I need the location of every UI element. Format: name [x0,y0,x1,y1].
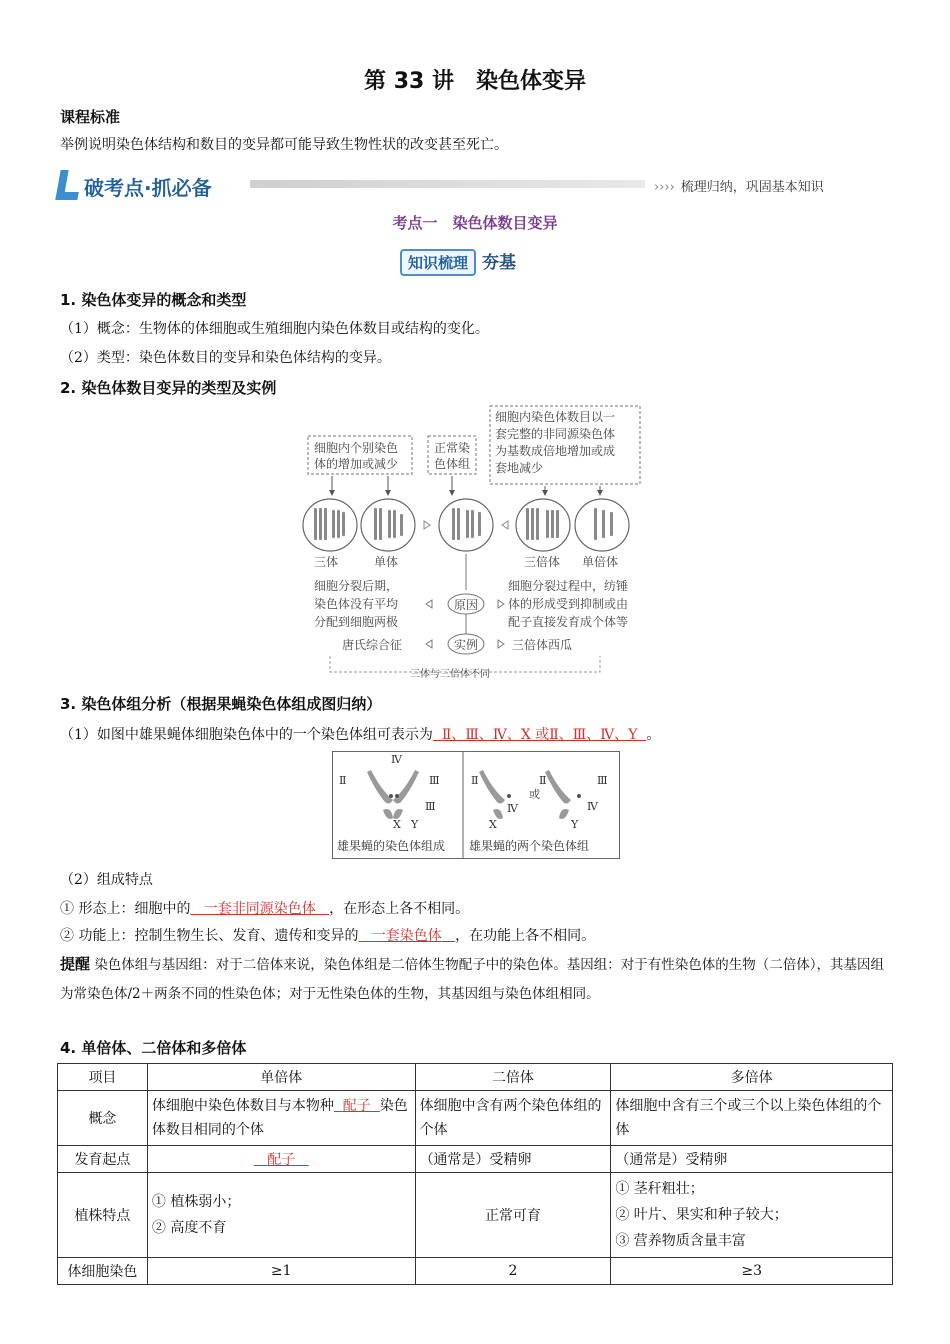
s3-line3: ① 形态上：细胞中的 一套非同源染色体 ，在形态上各不相同。 [60,901,470,917]
banner-corner-icon [55,170,82,200]
fly-right-II-b: Ⅱ [539,774,547,787]
note-santi-sanbei: 三体与三倍体不同 [410,669,490,680]
caption-left: 雄果蝇的染色体组成 [337,839,446,853]
banner-right [654,176,824,195]
s1-line2: （2）类型：染色体数目的变异和染色体结构的变异。 [60,350,391,366]
fly-right-III: Ⅲ [597,774,608,787]
box-right-l2: 套完整的非同源染色体 [495,427,616,441]
s3-line1-answer: Ⅱ、Ⅲ、Ⅳ、X 或Ⅱ、Ⅲ、Ⅳ、Y [441,727,638,743]
label-danbei: 单倍体 [582,555,619,569]
cause-right-l2: 体的形成受到抑制或由 [508,597,629,611]
ex-right: 三倍体西瓜 [512,638,573,652]
ploidy-table [57,1063,893,1285]
cell-diploid-origin: （通常是）受精卵 [415,1146,611,1173]
cause-right-l1: 细胞分裂过程中，纺锤 [508,579,629,593]
cell-haploid-origin: 配子 [147,1146,415,1173]
row-label-chromosome: 体细胞染色 [58,1258,148,1285]
s3-line4-answer: 一套染色体 [371,928,442,944]
cause-mid: 原因 [454,598,479,612]
zhishi-badge [400,248,516,276]
th-polyploid: 多倍体 [611,1064,893,1091]
cause-left-l2: 染色体没有平均 [314,597,399,611]
th-diploid: 二倍体 [415,1064,611,1091]
table-row [58,1258,893,1285]
cell-polyploid-origin: （通常是）受精卵 [611,1146,893,1173]
table-row [58,1091,893,1146]
label-danti: 单体 [374,555,399,569]
s3-line2: （2）组成特点 [60,872,153,888]
fly-left-X: X [393,818,401,831]
section-banner [58,170,868,204]
th-haploid: 单倍体 [147,1064,415,1091]
cell-diploid-traits: 正常可育 [415,1173,611,1258]
banner-right-text: 梳理归纳，巩固基本知识 [680,180,824,195]
box-left-l2: 体的增加或减少 [314,457,399,471]
s3-line1-pre: （1）如图中雄果蝇体细胞染色体中的一个染色体组可表示为 [60,727,433,743]
fruitfly-diagram [332,751,620,859]
box-right-l3: 为基数成倍地增加或成 [495,444,616,458]
cell-diploid-chromosome: 2 [415,1258,611,1285]
chevrons-icon: ›››› [654,180,675,195]
s3-line1-post: 。 [646,727,661,743]
s4-heading: 4. 单倍体、二倍体和多倍体 [60,1039,247,1057]
fly-left-IV: Ⅳ [391,753,402,766]
fly-right-II: Ⅱ [471,774,479,787]
cause-left-l1: 细胞分裂后期， [314,579,399,593]
fly-left-III: Ⅲ [429,774,440,787]
table-row [58,1064,893,1091]
s3-line4: ② 功能上：控制生物生长、发育、遗传和变异的 一套染色体 ，在功能上各不相同。 [60,928,596,944]
s1-line1: （1）概念：生物体的体细胞或生殖细胞内染色体数目或结构的变化。 [60,321,489,337]
banner-left [58,170,248,204]
box-mid-l1: 正常染 [434,441,471,455]
box-right-l1: 细胞内染色体数目以一 [495,410,616,424]
cell-diploid-concept: 体细胞中含有两个染色体组的个体 [415,1091,611,1146]
kaodian-heading: 考点一 染色体数目变异 [392,214,558,232]
cell-polyploid-chromosome: ≥3 [611,1258,893,1285]
banner-bar [250,180,645,188]
fly-left-Y: Y [411,818,419,831]
s1-heading: 1. 染色体变异的概念和类型 [60,291,247,309]
fly-right-IV: Ⅳ [507,802,518,815]
ex-mid: 实例 [454,638,479,652]
table-row [58,1146,893,1173]
cause-left-l3: 分配到细胞两极 [314,615,399,629]
label-santi: 三体 [314,555,339,569]
row-label-concept: 概念 [58,1091,148,1146]
fly-left-II: Ⅱ [339,774,347,787]
cell-polyploid-traits: ① 茎秆粗壮； ② 叶片、果实和种子较大； ③ 营养物质含量丰富 [611,1173,893,1258]
standard-text: 举例说明染色体结构和数目的变异都可能导致生物性状的改变甚至死亡。 [60,137,508,153]
tip-label: 提醒 [60,955,91,973]
standard-heading: 课程标准 [60,108,121,126]
th-item: 项目 [58,1064,148,1091]
s2-heading: 2. 染色体数目变异的类型及实例 [60,379,277,397]
tip-block [60,950,895,1009]
tip-text: 染色体组与基因组：对于二倍体来说，染色体组是二倍体生物配子中的染色体。基因组：对于有性染色体的生物（二倍体），其基因组为常染色体/2＋两条不同的性染色体；对于无性染色体的生物，其基因组与染色体组相同。 [60,957,885,1002]
fly-right-or: 或 [529,788,540,801]
fly-right-IV-b: Ⅳ [587,800,598,813]
cell-haploid-traits: ① 植株弱小； ② 高度不育 [147,1173,415,1258]
fly-right-X: X [489,818,497,831]
box-mid-l2: 色体组 [434,457,471,471]
row-label-traits: 植株特点 [58,1173,148,1258]
cell-haploid-chromosome: ≥1 [147,1258,415,1285]
label-sanbei: 三倍体 [524,555,561,569]
s3-line3-answer: 一套非同源染色体 [203,901,316,917]
zhishi-text: 夯基 [482,253,517,273]
table-row [58,1173,893,1258]
banner-title: 破考点·抓必备 [84,176,212,200]
cell-polyploid-concept: 体细胞中含有三个或三个以上染色体组的个体 [611,1091,893,1146]
zhishi-box: 知识梳理 [400,249,476,276]
cause-right-l3: 配子直接发育成个体等 [508,615,629,629]
box-right-l4: 套地减少 [495,461,544,475]
s3-line1 [60,724,660,744]
cell-haploid-concept: 体细胞中染色体数目与本物种 配子 染色体数目相同的个体 [147,1091,415,1146]
ex-left: 唐氏综合征 [342,638,403,652]
s3-heading: 3. 染色体组分析（根据果蝇染色体组成图归纳） [60,695,382,713]
row-label-origin: 发育起点 [58,1146,148,1173]
box-left-l1: 细胞内个别染色 [314,441,399,455]
caption-right: 雄果蝇的两个染色体组 [469,839,590,853]
page-title: 第 33 讲 染色体变异 [364,69,586,94]
fly-right-Y: Y [571,818,579,831]
variation-diagram [300,404,650,686]
fly-left-III-b: Ⅲ [425,800,436,813]
